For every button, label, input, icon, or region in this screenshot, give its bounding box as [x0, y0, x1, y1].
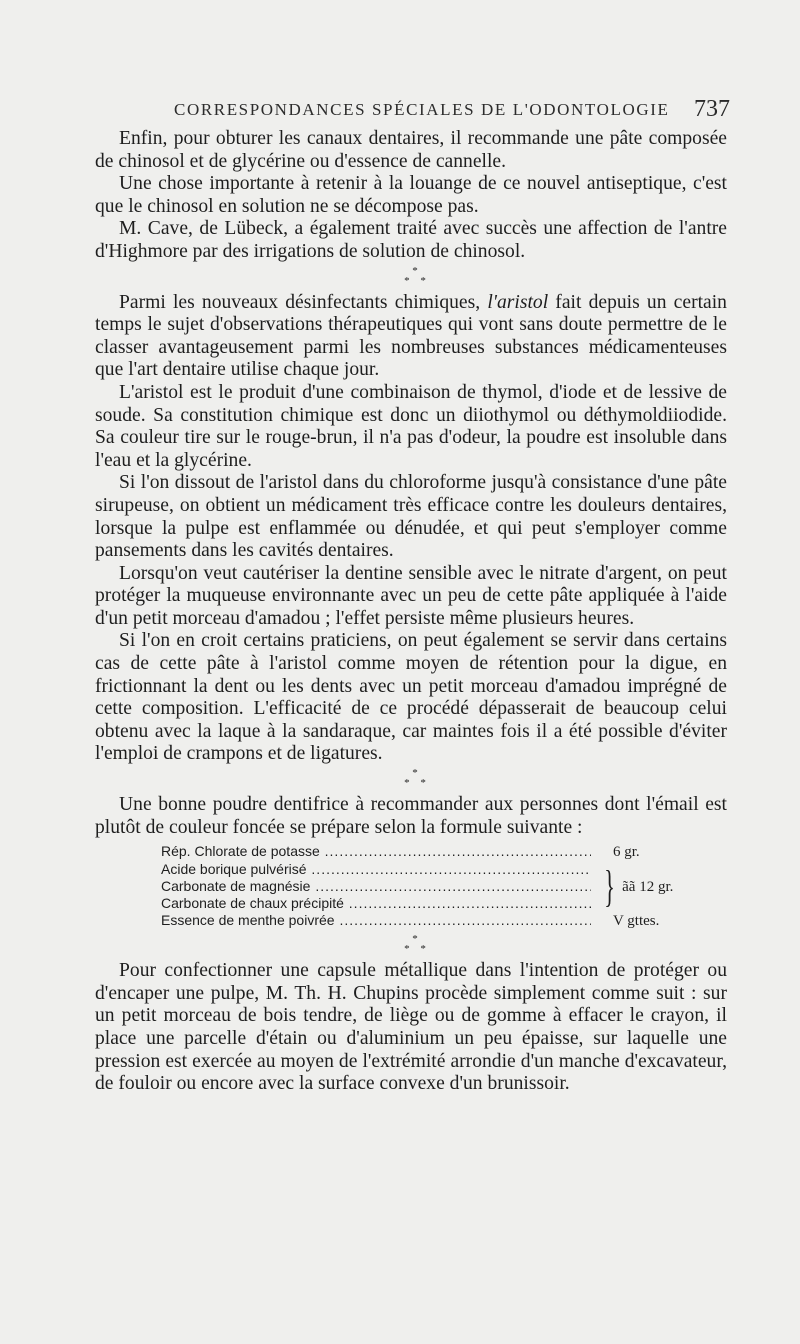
paragraph: Une bonne poudre dentifrice à recommander aux personnes dont l'émail est plutôt de couleur foncée se prépare selon la formule suivante : [95, 794, 727, 838]
formula-group-amount: ãã 12 gr. [622, 878, 674, 895]
section-separator [95, 932, 727, 960]
formula-ingredient: Carbonate de magnésie ..... [161, 878, 591, 895]
paragraph: Si l'on dissout de l'aristol dans du chloroforme jusqu'à consistance d'une pâte sirupeuse, on obtient un médicament très efficace contre les douleurs dentaires, lorsque la pulpe est enflammée ou dénudée, et qui peut s'employer comme pansements dans les cavités dentaires. [95, 472, 727, 562]
separator-star-top: * [412, 767, 422, 780]
paragraph [95, 292, 727, 382]
paragraph: M. Cave, de Lübeck, a également traité avec succès une affection de l'antre d'Highmore par des irrigations de solution de chinosol. [95, 218, 727, 262]
paragraph: Lorsqu'on veut cautériser la dentine sensible avec le nitrate d'argent, on peut protéger la muqueuse environnante avec un peu de cette pâte appliquée à l'aide d'un petit morceau d'amadou ; l'effet persiste même plusieurs heures. [95, 562, 727, 629]
section-separator [95, 766, 727, 794]
formula-ingredient: Acide borique pulvérisé ..... [161, 861, 591, 878]
separator-star-top: * [412, 264, 422, 277]
formula-amount: 6 gr. [613, 844, 640, 861]
running-head: CORRESPONDANCES SPÉCIALES DE L'ODONTOLOGIE [174, 100, 670, 119]
formula-amount: V gttes. [613, 913, 660, 930]
paragraph-text: fait depuis un certain temps le sujet d'observations thérapeutiques qui vont sans doute permettre de le classer avantageusement parmi les nombreuses substances médicamenteuses que l'art dentaire utilise chaque jour. [95, 291, 727, 381]
paragraph-text: Parmi les nouveaux désinfectants chimiques, [119, 291, 488, 313]
formula-brace-group [161, 861, 681, 912]
paragraph: Si l'on en croit certains praticiens, on peut également se servir dans certains cas de cette pâte à l'aristol comme moyen de rétention pour la digue, en frictionnant la dent ou les dents avec un petit morceau d'amadou imprégné de cette composition. L'efficacité de ce procédé dépasserait de beaucoup celui obtenu avec la laque à la sandaraque, car maintes fois il a été possible d'éviter l'emploi de crampons et de ligatures. [95, 630, 727, 765]
section-separator [95, 264, 727, 292]
separator-star-bottom: * * [404, 943, 430, 956]
formula-ingredient: Rép. Chlorate de potasse ..... [161, 843, 591, 860]
formula-ingredient: Carbonate de chaux précipité ..... [161, 895, 591, 912]
paragraph: L'aristol est le produit d'une combinaison de thymol, d'iode et de lessive de soude. Sa constitution chimique est donc un diiothymol ou déthymoldiiodide. Sa couleur tire sur le rouge-brun, il n'a pas d'odeur, la poudre est insoluble dans l'eau et la glycérine. [95, 381, 727, 471]
paragraph: Une chose importante à retenir à la louange de ce nouvel antiseptique, c'est que le chinosol en solution ne se décompose pas. [95, 173, 727, 217]
formula-table [161, 843, 681, 930]
formula-brace [599, 863, 673, 911]
paragraph: Enfin, pour obturer les canaux dentaires, il recommande une pâte composée de chinosol et de glycérine ou d'essence de cannelle. [95, 128, 727, 172]
separator-star-top: * [412, 933, 422, 946]
brace-glyph: } [604, 862, 615, 912]
page-header [0, 96, 800, 124]
paragraph: Pour confectionner une capsule métallique dans l'intention de protéger ou d'encaper une pulpe, M. Th. H. Chupins procède simplement comme suit : sur un petit morceau de bois tendre, de liège ou de gomme à effacer le crayon, il place une parcelle d'étain ou d'aluminium un peu épaisse, sur laquelle une pression est exercée au moyen de l'extrémité arrondie d'un manche d'excavateur, de fouloir ou encore avec la surface convexe d'un brunissoir. [95, 960, 727, 1095]
formula-ingredient: Essence de menthe poivrée ..... [161, 912, 591, 929]
body-text [95, 128, 727, 1096]
emphasis-aristol: l'aristol [487, 291, 549, 313]
page-number: 737 [694, 96, 730, 122]
separator-star-bottom: * * [404, 777, 430, 790]
formula-row [161, 843, 681, 861]
formula-row [161, 912, 681, 930]
separator-star-bottom: * * [404, 274, 430, 287]
